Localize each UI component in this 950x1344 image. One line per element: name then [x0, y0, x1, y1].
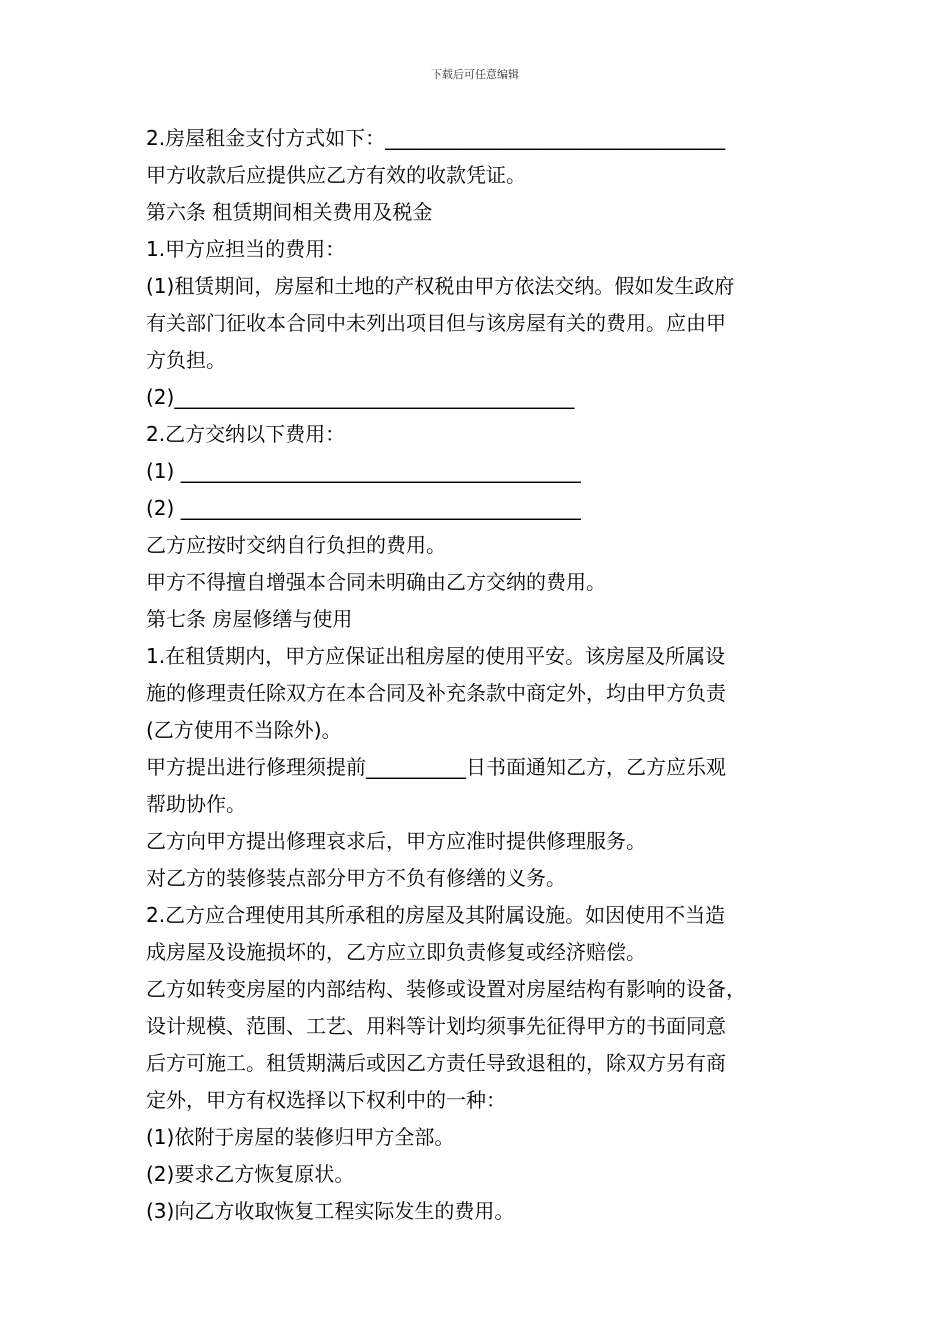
text-line: (2)要求乙方恢复原状。 — [146, 1162, 355, 1186]
text-line: (1)依附于房屋的装修归甲方全部。 — [146, 1125, 455, 1149]
text-line: (3)向乙方收取恢复工程实际发生的费用。 — [146, 1199, 515, 1223]
text-line: 甲方提出进行修理须提前__________日书面通知乙方，乙方应乐观 — [146, 755, 726, 779]
document-body — [146, 120, 816, 1230]
text-line: 甲方收款后应提供应乙方有效的收款凭证。 — [146, 163, 526, 187]
text-line: 2.乙方交纳以下费用： — [146, 422, 346, 446]
page-header: 下载后可任意编辑 — [431, 68, 519, 81]
text-line: (1) ________________________________________ — [146, 459, 581, 483]
text-line: 甲方不得擅自增强本合同未明确由乙方交纳的费用。 — [146, 570, 606, 594]
text-line: 对乙方的装修装点部分甲方不负有修缮的义务。 — [146, 866, 566, 890]
text-line: 方负担。 — [146, 348, 226, 372]
text-line: 乙方向甲方提出修理哀求后，甲方应准时提供修理服务。 — [146, 829, 646, 853]
text-line: 2.乙方应合理使用其所承租的房屋及其附属设施。如因使用不当造 — [146, 903, 726, 927]
section-heading: 第六条 租赁期间相关费用及税金 — [146, 200, 433, 224]
text-line: 乙方应按时交纳自行负担的费用。 — [146, 533, 446, 557]
text-line: 后方可施工。租赁期满后或因乙方责任导致退租的，除双方另有商 — [146, 1051, 726, 1075]
text-line: 成房屋及设施损坏的，乙方应立即负责修复或经济赔偿。 — [146, 940, 646, 964]
text-line: 1.甲方应担当的费用： — [146, 237, 346, 261]
text-line: 帮助协作。 — [146, 792, 246, 816]
text-line: (2)________________________________________ — [146, 385, 575, 409]
text-line: 乙方如转变房屋的内部结构、装修或设置对房屋结构有影响的设备， — [146, 977, 746, 1001]
text-line: (2) ________________________________________ — [146, 496, 581, 520]
section-heading: 第七条 房屋修缮与使用 — [146, 607, 353, 631]
text-line: (乙方使用不当除外)。 — [146, 718, 342, 742]
text-line: 设计规模、范围、工艺、用料等计划均须事先征得甲方的书面同意 — [146, 1014, 726, 1038]
text-line: 1.在租赁期内，甲方应保证出租房屋的使用平安。该房屋及所属设 — [146, 644, 726, 668]
text-line: 施的修理责任除双方在本合同及补充条款中商定外，均由甲方负责 — [146, 681, 726, 705]
text-line: 定外，甲方有权选择以下权利中的一种： — [146, 1088, 506, 1112]
text-line: 有关部门征收本合同中未列出项目但与该房屋有关的费用。应由甲 — [146, 311, 726, 335]
text-line: 2.房屋租金支付方式如下：__________________________________ — [146, 126, 726, 150]
text-line: (1)租赁期间，房屋和土地的产权税由甲方依法交纳。假如发生政府 — [146, 274, 735, 298]
